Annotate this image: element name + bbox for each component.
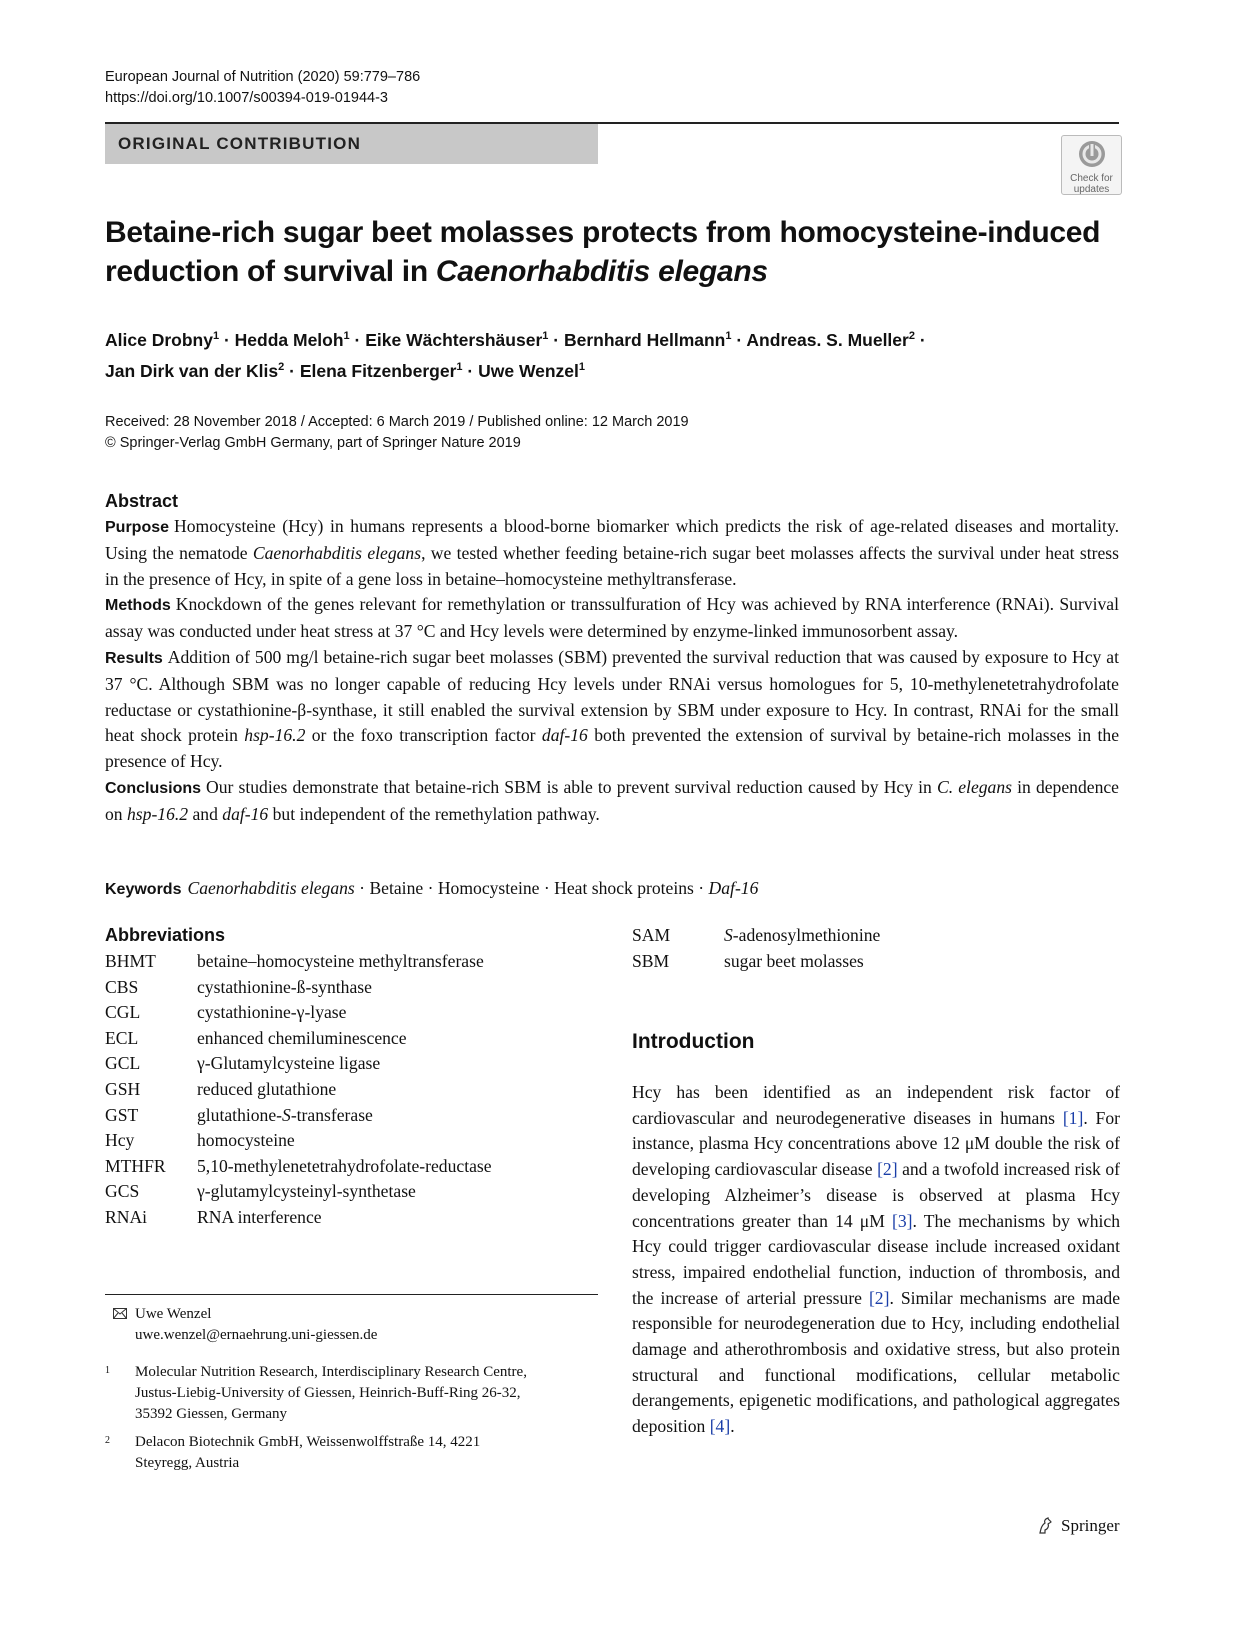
abbreviation-term: RNAi	[105, 1207, 148, 1227]
author-affiliation: 2	[278, 360, 285, 373]
intro-text: and a twofold increased risk of developing Alzheimer’s disease is observed at plasma Hcy concentrations greater than 14 μM	[632, 1159, 1120, 1231]
abbreviation-term: GST	[105, 1104, 139, 1125]
author-line-2: Jan Dirk van der Klis$^2$ · Elena Fitzenberger$^1$ · Uwe Wenzel$^1$	[105, 360, 586, 381]
conclusions-text: Our studies demonstrate that betaine-rich SBM is able to prevent survival reduction caused by Hcy in	[206, 776, 937, 797]
keyword[interactable]: Daf-16	[708, 878, 759, 898]
author[interactable]: Andreas. S. Mueller	[746, 329, 909, 350]
author-affiliation: 1	[725, 330, 732, 342]
author-affiliation: 1	[343, 330, 350, 342]
check-for-updates-badge[interactable]	[1061, 135, 1122, 195]
springer-horse-icon	[1036, 1516, 1056, 1536]
purpose-label: Purpose	[105, 519, 170, 536]
abbreviation-term: Hcy	[105, 1130, 135, 1151]
abbreviation-row	[105, 975, 545, 1000]
introduction-paragraph	[632, 1080, 1120, 1440]
affiliation-number: 2	[105, 1435, 110, 1446]
abbreviation-definition: reduced glutathione	[197, 1079, 337, 1099]
check-updates-text	[1062, 173, 1121, 195]
keyword[interactable]: Caenorhabditis elegans	[187, 878, 355, 898]
abbreviation-definition: enhanced chemiluminescence	[197, 1027, 407, 1048]
abbreviation-term: MTHFR	[105, 1155, 166, 1176]
abstract-conclusions	[105, 775, 1119, 828]
abbreviation-row	[105, 1000, 545, 1025]
keyword[interactable]: Betaine	[369, 878, 424, 898]
purpose-text: Homocysteine (Hcy) in humans represents a blood-borne biomarker which predicts the risk of age-related diseases and mortality. Using the nematode	[105, 516, 1119, 563]
corresponding-author-text	[135, 1304, 377, 1346]
doi-link[interactable]: https://doi.org/10.1007/s00394-019-01944-3	[105, 90, 388, 106]
abbreviation-row	[632, 949, 1072, 974]
section-label: ORIGINAL CONTRIBUTION	[118, 134, 362, 153]
abstract	[105, 488, 1119, 828]
results-text: Addition of 500 mg/l betaine-rich sugar beet molasses (SBM) prevented the survival reduction that was caused by exposure to Hcy at 37 °C. Although SBM was no longer capable of reducing Hcy levels under RNAi versus homologues for 5, 10-methylenetetrahydrofolate reductase or cystathionine-β-synthase, it still enabled the survival extension by SBM under exposure to Hcy. In contrast, RNAi for the small heat shock protein	[105, 646, 1119, 746]
author-affiliation: 1	[212, 330, 220, 342]
affiliation-text: Molecular Nutrition Research, Interdisciplinary Research Centre, Justus-Liebig-University of Giessen, Heinrich-Buff-Ring 26-32, 35392 Giessen, Germany	[135, 1364, 527, 1422]
results-italic: daf-16	[541, 725, 588, 746]
abstract-results	[105, 645, 1119, 775]
abbreviation-definition: RNA interference	[197, 1207, 322, 1227]
abbreviation-term: GCS	[105, 1181, 140, 1202]
affiliation-text: Delacon Biotechnik GmbH, Weissenwolffstraße 14, 4221 Steyregg, Austria	[135, 1434, 481, 1471]
abbreviation-definition: γ-glutamylcysteinyl-synthetase	[197, 1181, 416, 1202]
abbreviations-heading: Abbreviations	[105, 925, 226, 945]
keywords-label: Keywords	[105, 881, 182, 898]
check-updates-icon	[1078, 140, 1106, 168]
abbreviation-row	[105, 1205, 545, 1230]
conclusions-italic: hsp-16.2	[127, 803, 189, 824]
check-updates-line2: updates	[1073, 184, 1110, 195]
keyword[interactable]: Heat shock proteins	[554, 878, 694, 898]
citation-link[interactable]: [3]	[892, 1210, 913, 1231]
author[interactable]: Eike Wächtershäuser	[365, 329, 543, 350]
abstract-methods	[105, 592, 1119, 645]
author-affiliation: 1	[542, 330, 549, 342]
introduction-heading: Introduction	[632, 1030, 755, 1053]
footnote-rule	[105, 1294, 598, 1295]
conclusions-text: and	[188, 803, 223, 824]
intro-text: .	[730, 1416, 735, 1437]
check-updates-line1: Check for	[1070, 173, 1113, 184]
keyword-separator: ·	[693, 878, 709, 898]
publisher-logo	[1036, 1516, 1120, 1536]
abbreviation-term: CGL	[105, 1002, 141, 1023]
abbreviation-row	[105, 1051, 545, 1076]
corr-name: Uwe Wenzel	[135, 1306, 212, 1322]
abbreviation-term: GSH	[105, 1079, 141, 1099]
conclusions-italic: daf-16	[222, 803, 269, 824]
author-affiliation: 1	[456, 360, 463, 373]
citation-link[interactable]: [4]	[709, 1416, 731, 1437]
abbreviation-row	[105, 1026, 545, 1051]
copyright-line: © Springer-Verlag GmbH Germany, part of Springer Nature 2019	[105, 435, 521, 451]
intro-text: . The mechanisms by which Hcy could trigger cardiovascular disease include increased oxidant stress, impaired endothelial function, induction of thrombosis, and the increase of arterial pressure	[632, 1210, 1121, 1308]
envelope-icon	[113, 1308, 127, 1319]
publisher-name: Springer	[1061, 1516, 1120, 1535]
results-label: Results	[105, 649, 163, 667]
conclusions-text: in dependence on	[105, 776, 1119, 824]
abbreviation-definition: sugar beet molasses	[724, 950, 864, 971]
abbreviation-definition: homocysteine	[197, 1130, 295, 1151]
author-line-1: Alice Drobny$^1$ · Hedda Meloh$^1$ · Eike Wächtershäuser$^1$ · Bernhard Hellmann$^1$ · Andreas. S. Mueller$^2$ ·	[105, 329, 926, 350]
methods-text: Knockdown of the genes relevant for remethylation or transsulfuration of Hcy was achieved by RNA interference (RNAi). Survival assay was conducted under heat stress at 37 °C and Hcy levels were determined by enzyme-linked immunosorbent assay.	[105, 594, 1119, 642]
results-text: or the foxo transcription factor	[305, 725, 542, 746]
abbreviation-term: SAM	[632, 925, 671, 945]
keyword-separator: ·	[423, 878, 438, 898]
conclusions-text-end: but independent of the remethylation pathway.	[268, 803, 600, 824]
citation-link[interactable]: [2]	[877, 1159, 898, 1180]
corr-email[interactable]: uwe.wenzel@ernaehrung.uni-giessen.de	[135, 1327, 378, 1343]
author[interactable]: Alice Drobny	[105, 329, 213, 350]
affiliation-number: 1	[105, 1365, 110, 1376]
abbreviation-definition: 5,10-methylenetetrahydrofolate-reductase	[197, 1155, 492, 1176]
title-text: Betaine-rich sugar beet molasses protects from homocysteine-induced reduction of survival in	[105, 216, 1101, 288]
dates-line: Received: 28 November 2018 / Accepted: 6 March 2019 / Published online: 12 March 2019	[105, 414, 689, 430]
results-italic: hsp-16.2	[244, 725, 306, 746]
abbreviation-term: CBS	[105, 976, 139, 997]
author[interactable]: Bernhard Hellmann	[563, 329, 726, 350]
abbreviation-definition: cystathionine-γ-lyase	[197, 1002, 347, 1023]
intro-text: . Similar mechanisms are made responsible for neurodegeneration due to Hcy, including endothelial damage and atherothrombosis and oxidative stress, but also protein structural and functional modifications, cellular metabolic derangements, epigenetic modifications, and pathological aggregates deposition	[632, 1287, 1121, 1437]
purpose-italic: Caenorhabditis elegans	[252, 542, 422, 563]
journal-citation	[105, 67, 420, 109]
methods-label: Methods	[105, 597, 171, 615]
article-title	[105, 213, 1105, 291]
keywords	[105, 876, 1119, 902]
author-list	[105, 323, 1105, 385]
title-italic: Caenorhabditis elegans	[435, 255, 768, 288]
purpose-text-end: , we tested whether feeding betaine-rich sugar beet molasses affects the survival under heat stress in the presence of Hcy, in spite of a gene loss in betaine–homocysteine methyltransferase.	[105, 542, 1119, 589]
abbreviation-definition: betaine–homocysteine methyltransferase	[197, 951, 484, 971]
abbreviation-definition: γ-Glutamylcysteine ligase	[197, 1053, 381, 1074]
abbreviation-row	[105, 1179, 545, 1204]
author-affiliation: 1	[578, 360, 586, 373]
abstract-heading: Abstract	[105, 491, 179, 511]
intro-text: . For instance, plasma Hcy concentrations above 12 μM double the risk of developing cardiovascular disease	[632, 1107, 1120, 1180]
conclusions-italic: C. elegans	[936, 776, 1012, 797]
author[interactable]: Hedda Meloh	[234, 329, 344, 350]
results-text-end: both prevented the extension of survival by betaine-rich molasses in the presence of Hcy.	[105, 725, 1120, 772]
abbreviation-definition: S-adenosylmethionine	[724, 925, 881, 945]
author[interactable]: Jan Dirk van der Klis	[105, 360, 279, 381]
abbreviation-row	[105, 1077, 545, 1102]
abbreviation-definition: cystathionine-ß-synthase	[197, 976, 372, 997]
keyword[interactable]: Homocysteine	[437, 878, 540, 898]
abbreviation-definition: glutathione-S-transferase	[197, 1104, 373, 1125]
keyword-separator: ·	[354, 878, 370, 898]
abbreviation-row	[105, 1103, 545, 1128]
keyword-separator: ·	[539, 878, 555, 898]
abbreviation-row	[105, 1128, 545, 1153]
abbreviation-term: SBM	[632, 950, 670, 971]
citation-link[interactable]: [1]	[1062, 1107, 1084, 1128]
author[interactable]: Elena Fitzenberger	[299, 360, 457, 381]
author-affiliation: 2	[908, 330, 915, 342]
abbreviation-term: BHMT	[105, 951, 156, 971]
abstract-purpose	[105, 514, 1119, 592]
intro-text: Hcy has been identified as an independent risk factor of cardiovascular and neurodegenerative diseases in humans	[632, 1082, 1120, 1128]
abbreviation-row	[105, 1154, 545, 1179]
journal-line: European Journal of Nutrition (2020) 59:779–786	[105, 69, 421, 85]
author[interactable]: Uwe Wenzel	[478, 360, 579, 381]
abbreviation-term: GCL	[105, 1053, 141, 1074]
abbreviation-row	[632, 923, 1072, 948]
citation-link[interactable]: [2]	[868, 1287, 890, 1308]
abbreviation-term: ECL	[105, 1027, 139, 1048]
publication-dates	[105, 412, 689, 454]
abbreviation-row	[105, 949, 545, 974]
conclusions-label: Conclusions	[105, 779, 202, 797]
